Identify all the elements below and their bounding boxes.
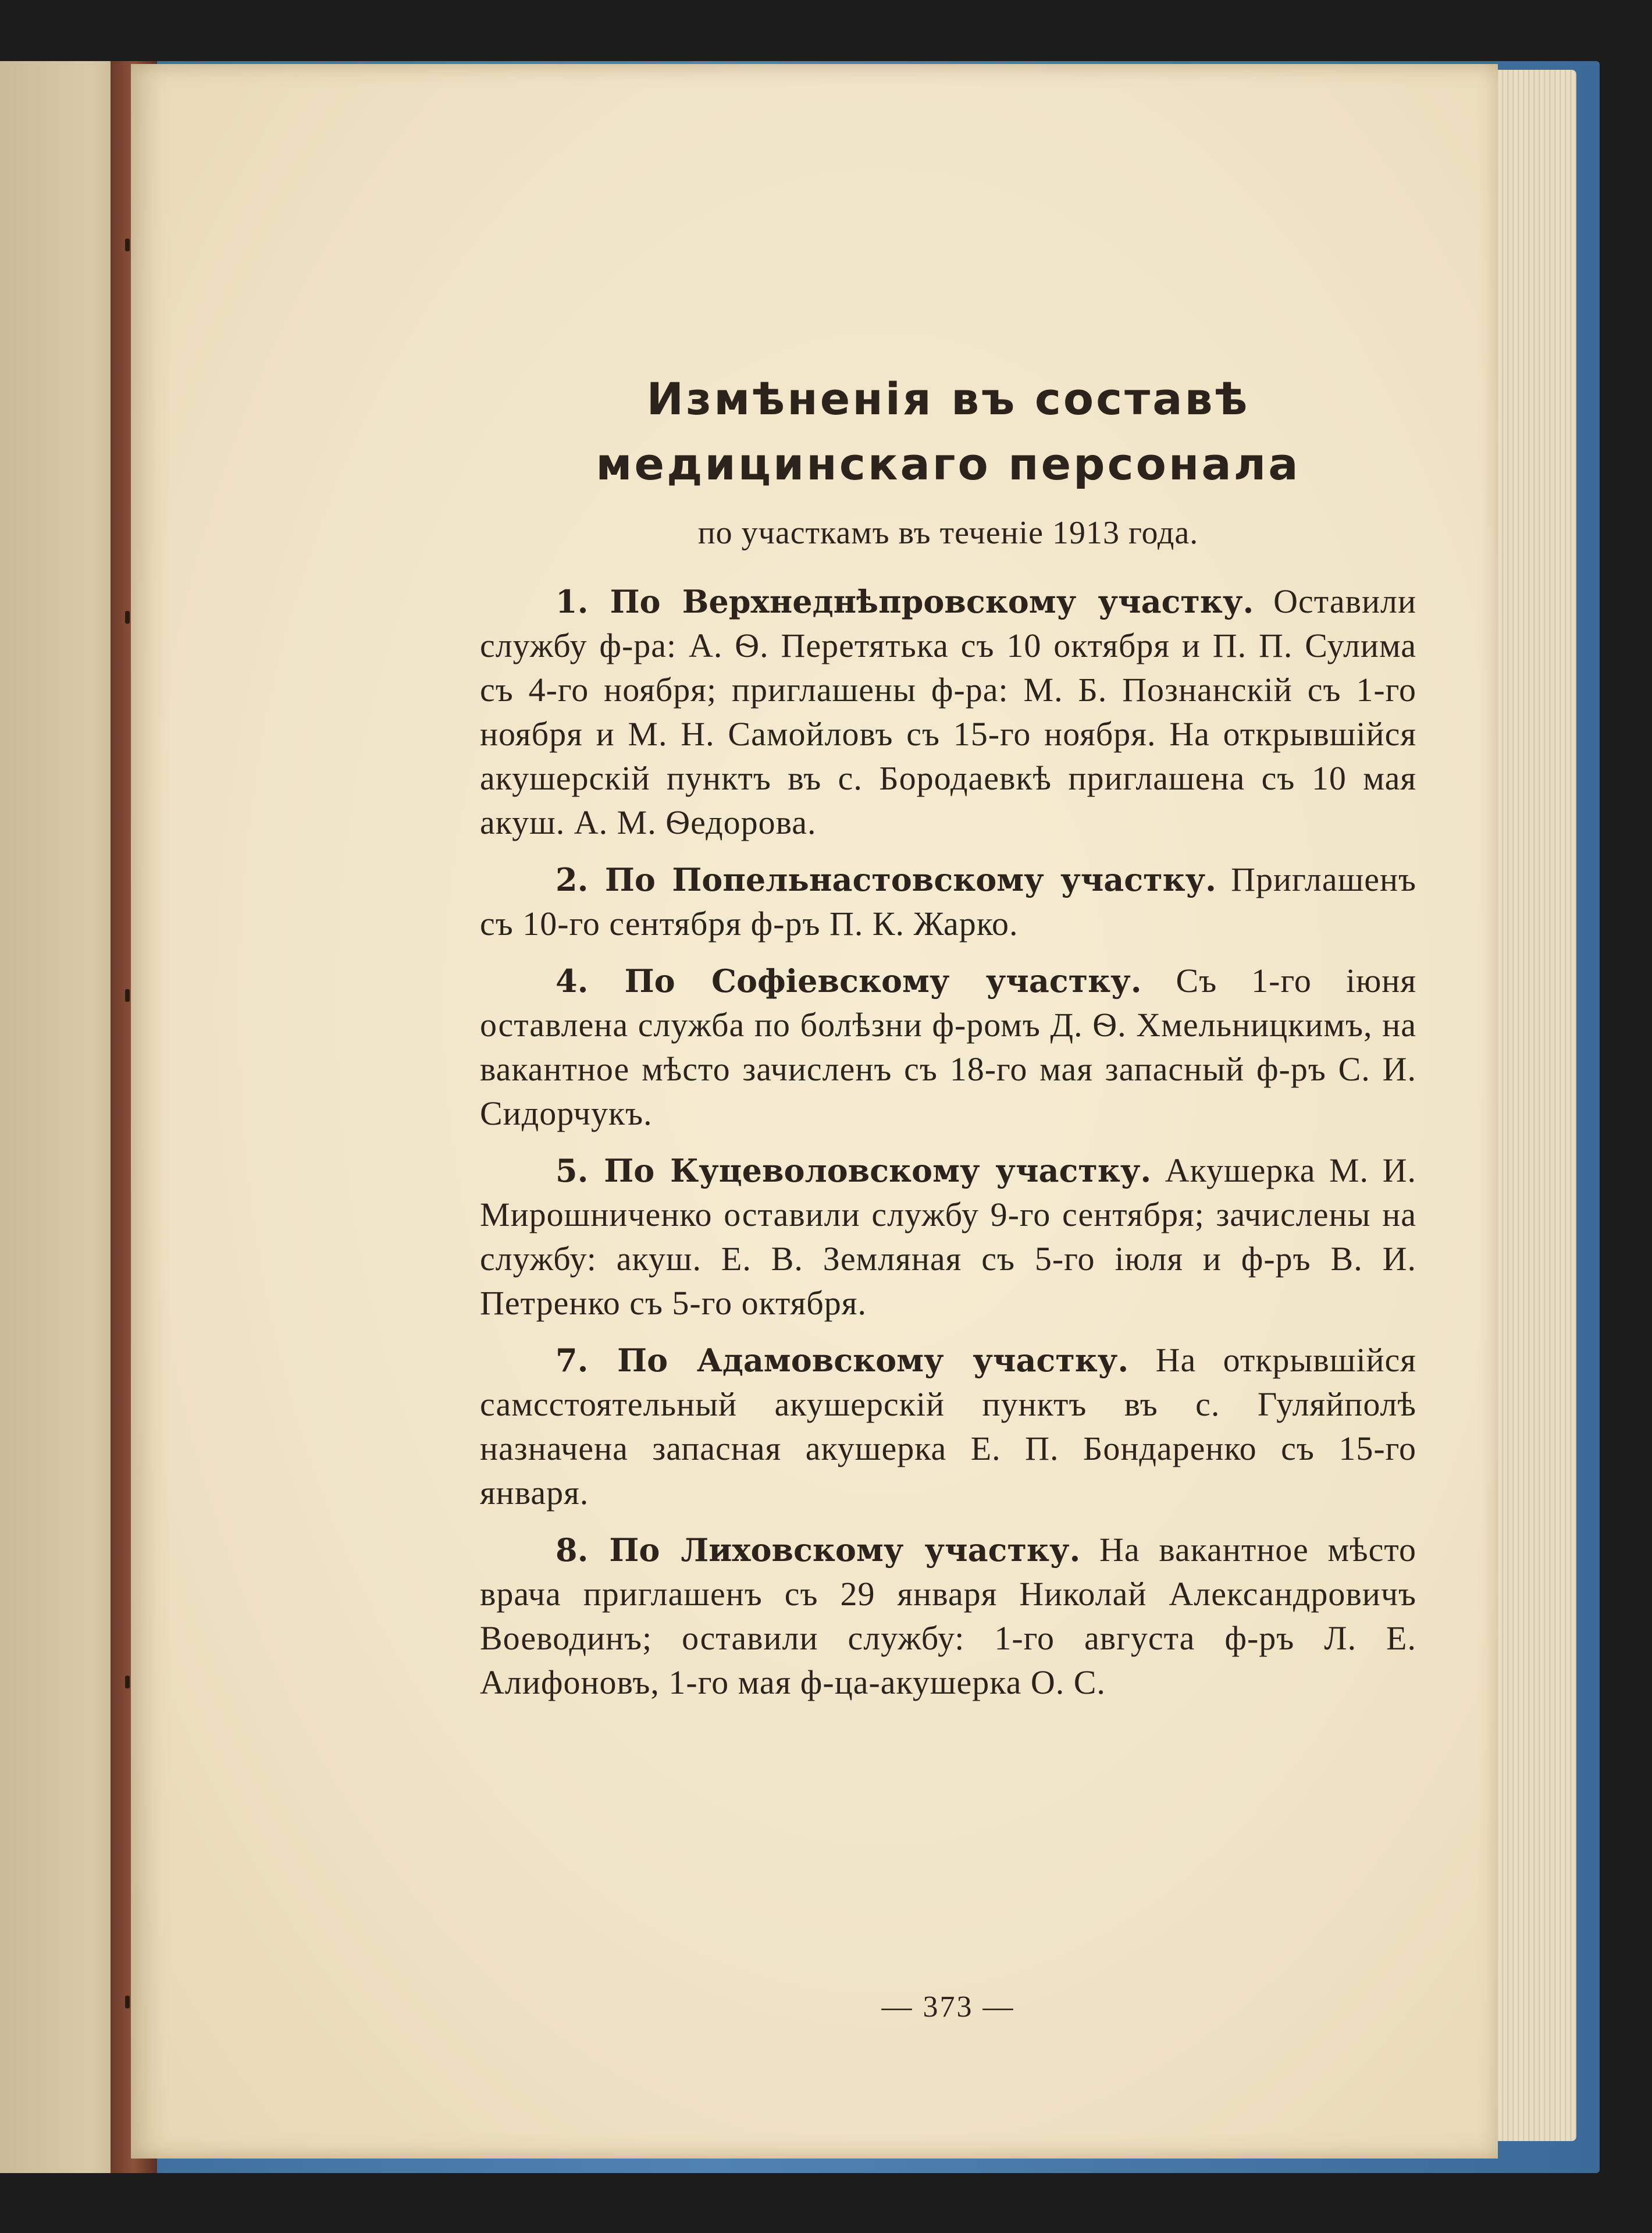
spine-stitch-mark [125, 1676, 130, 1688]
page-content [480, 367, 1417, 2024]
spine-stitch-mark [125, 611, 130, 624]
section-heading: 5. По Куцеволовскому участку. [556, 1152, 1152, 1189]
section-text: Приглашенъ съ 10-го сентября ф-ръ П. К. Жарко. [480, 861, 1417, 943]
spine-stitch-mark [125, 239, 130, 251]
section-paragraph [480, 579, 1416, 845]
section-heading: 4. По Софіевскому участку. [556, 962, 1142, 1000]
section-paragraph [480, 1148, 1416, 1325]
page-title: Измѣненія въ составѣ медицинскаго персонала [596, 373, 1301, 490]
section-paragraph [480, 1528, 1416, 1705]
section-heading: 7. По Адамовскому участку. [556, 1342, 1129, 1379]
section-paragraph [480, 858, 1416, 946]
section-text: Съ 1-го іюня оставлена служба по болѣзни ф-ромъ Д. Ѳ. Хмельницкимъ, на вакантное мѣсто зачисленъ съ 18-го мая запасный ф-ръ С. И. Сидорчукъ. [480, 962, 1416, 1132]
book-page [131, 64, 1498, 2159]
page-number: — 373 — [881, 1990, 1015, 2024]
section-paragraph [480, 1338, 1416, 1515]
section-text: Акушерка М. И. Мирошниченко оставили службу 9-го сентября; зачислены на службу: акуш. Е. В. Земляная съ 5-го іюля и ф-ръ В. И. Петренко съ 5-го октября. [480, 1151, 1416, 1322]
page-subtitle: по участкамъ въ теченіе 1913 года. [697, 515, 1199, 551]
section-text: Оставили службу ф-ра: А. Ѳ. Перетятька съ 10 октября и П. П. Сулима съ 4-го ноября; приглашены ф-ра: М. Б. Познанскій съ 1-го ноября и М. Н. Самойловъ съ 15-го ноября. На открывшійся акушерскій пунктъ въ с. Бородаевкѣ приглашена съ 10 мая акуш. А. М. Ѳедорова. [480, 582, 1416, 841]
spine-stitch-mark [125, 989, 130, 1002]
section-text: На открывшійся самсстоятельный акушерскій пунктъ въ с. Гуляйполѣ назначена запасная акушерка Е. П. Бондаренко съ 15-го января. [480, 1341, 1416, 1512]
section-paragraph [480, 959, 1416, 1136]
section-heading: 1. По Верхнеднѣпровскому участку. [556, 583, 1254, 620]
section-text: На вакантное мѣсто врача приглашенъ съ 29 января Николай Александровичъ Воеводинъ; оставили службу: 1-го августа ф-ръ Л. Е. Алифоновъ, 1-го мая ф-ца-акушерка О. С. [480, 1531, 1416, 1701]
section-heading: 2. По Попельнастовскому участку. [556, 861, 1216, 898]
section-heading: 8. По Лиховскому участку. [556, 1531, 1081, 1569]
spine-stitch-mark [125, 1996, 130, 2008]
